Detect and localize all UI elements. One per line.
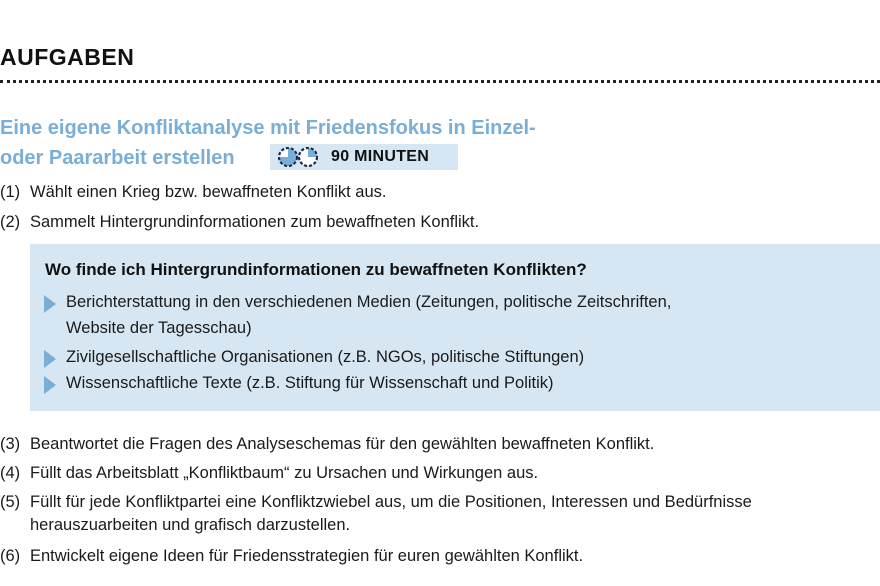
clock-icon (277, 146, 321, 168)
bullet-text-line-2: Website der Tagesschau) (66, 319, 252, 337)
step-text-line-2: herauszuarbeiten und grafisch darzustellen. (30, 516, 351, 534)
step-text-line-1: Füllt für jede Konfliktpartei eine Konfliktzwiebel aus, um die Positionen, Interessen und Bedürfnisse (30, 493, 752, 511)
bullet-text (66, 290, 671, 340)
step-text: Entwickelt eigene Ideen für Friedensstrategien für euren gewählten Konflikt. (30, 547, 584, 565)
triangle-right-icon (44, 295, 56, 320)
info-box (30, 244, 880, 411)
triangle-right-icon (44, 376, 56, 401)
step-text (30, 491, 752, 536)
info-box-title: Wo finde ich Hintergrundinformationen zu bewaffneten Konflikten? (45, 260, 587, 279)
step-number: (6) (0, 547, 21, 565)
step-number: (1) (0, 183, 21, 201)
bullet-text-line-1: Berichterstattung in den verschiedenen Medien (Zeitungen, politische Zeitschriften, (66, 293, 672, 311)
step-number: (5) (0, 493, 21, 511)
step-text: Sammelt Hintergrundinformationen zum bewaffneten Konflikt. (30, 213, 480, 231)
step-number: (2) (0, 213, 21, 231)
step-number: (4) (0, 464, 21, 482)
duration-label: 90 MINUTEN (331, 148, 430, 165)
task-title-line-1: Eine eigene Konfliktanalyse mit Friedensfokus in Einzel- (0, 117, 536, 139)
dotted-divider (0, 80, 880, 83)
task-title-line-2: oder Paararbeit erstellen (0, 147, 235, 169)
step-text: Füllt das Arbeitsblatt „Konfliktbaum“ zu Ursachen und Wirkungen aus. (30, 464, 539, 482)
bullet-text: Wissenschaftliche Texte (z.B. Stiftung für Wissenschaft und Politik) (66, 374, 554, 392)
bullet-text: Zivilgesellschaftliche Organisationen (z.B. NGOs, politische Stiftungen) (66, 348, 585, 366)
duration-badge (270, 144, 458, 170)
triangle-right-icon (44, 350, 56, 375)
section-heading: AUFGABEN (0, 44, 135, 70)
step-number: (3) (0, 435, 21, 453)
step-text: Wählt einen Krieg bzw. bewaffneten Konflikt aus. (30, 183, 387, 201)
step-text: Beantwortet die Fragen des Analyseschemas für den gewählten bewaffneten Konflikt. (30, 435, 655, 453)
